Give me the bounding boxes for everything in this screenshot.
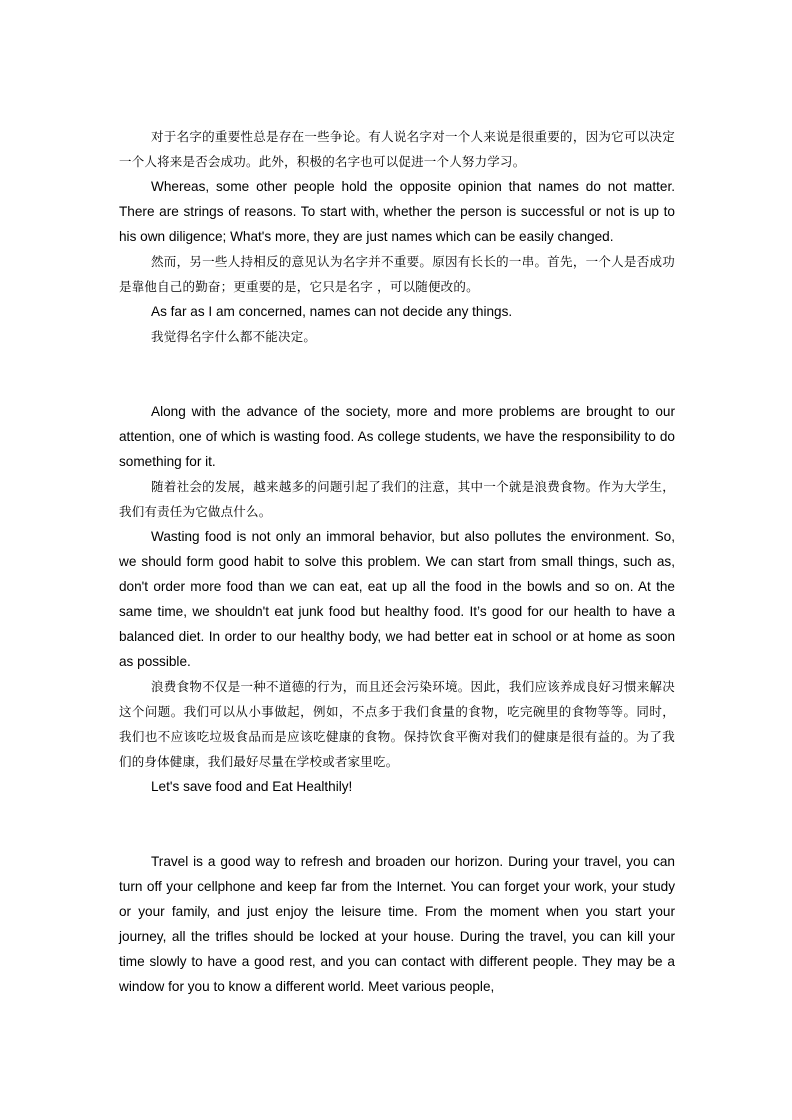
paragraph: 对于名字的重要性总是存在一些争论。有人说名字对一个人来说是很重要的，因为它可以决定一个人将来是否会成功。此外，积极的名字也可以促进一个人努力学习。 (119, 129, 675, 169)
paragraph: Travel is a good way to refresh and broaden our horizon. During your travel, you can turn off your cellphone and keep far from the Internet. You can forget your work, your study or your family, and just enjoy the leisure time. From the moment when you start your journey, all the trifles should be locked at your house. During the travel, you can kill your time slowly to have a good rest, and you can contact with different people. They may be a window for you to know a different world. Meet various people, (119, 854, 675, 994)
paragraph: Let's save food and Eat Healthily! (151, 779, 353, 794)
paragraph: Wasting food is not only an immoral behavior, but also pollutes the environment. So, we should form good habit to solve this problem. We can start from small things, such as, don't order more food than we can eat, eat up all the food in the bowls and so on. At the same time, we shouldn't eat junk food but healthy food. It’s good for our health to have a balanced diet. In order to our healthy body, we had better eat in school or at home as soon as possible. (119, 529, 675, 669)
section-gap (119, 349, 675, 399)
document-body (119, 124, 675, 999)
paragraph: Along with the advance of the society, more and more problems are brought to our attention, one of which is wasting food. As college students, we have the responsibility to do something for it. (119, 404, 675, 469)
section-names (119, 124, 675, 349)
paragraph: Whereas, some other people hold the opposite opinion that names do not matter. There are strings of reasons. To start with, whether the person is successful or not is up to his own diligence; What's more, they are just names which can be easily changed. (119, 179, 675, 244)
paragraph: As far as I am concerned, names can not decide any things. (151, 304, 513, 319)
paragraph: 随着社会的发展，越来越多的问题引起了我们的注意，其中一个就是浪费食物。作为大学生，我们有责任为它做点什么。 (119, 479, 675, 519)
section-gap (119, 799, 675, 849)
section-travel (119, 849, 675, 999)
paragraph: 我觉得名字什么都不能决定。 (151, 329, 317, 344)
paragraph: 然而，另一些人持相反的意见认为名字并不重要。原因有长长的一串。首先，一个人是否成功是靠他自己的勤奋；更重要的是，它只是名字 ，可以随便改的。 (119, 254, 675, 294)
paragraph: 浪费食物不仅是一种不道德的行为，而且还会污染环境。因此，我们应该养成良好习惯来解决这个问题。我们可以从小事做起，例如，不点多于我们食量的食物，吃完碗里的食物等等。同时，我们也不应该吃垃圾食品而是应该吃健康的食物。保持饮食平衡对我们的健康是很有益的。为了我们的身体健康，我们最好尽量在学校或者家里吃。 (119, 679, 675, 769)
section-wasting-food (119, 399, 675, 799)
